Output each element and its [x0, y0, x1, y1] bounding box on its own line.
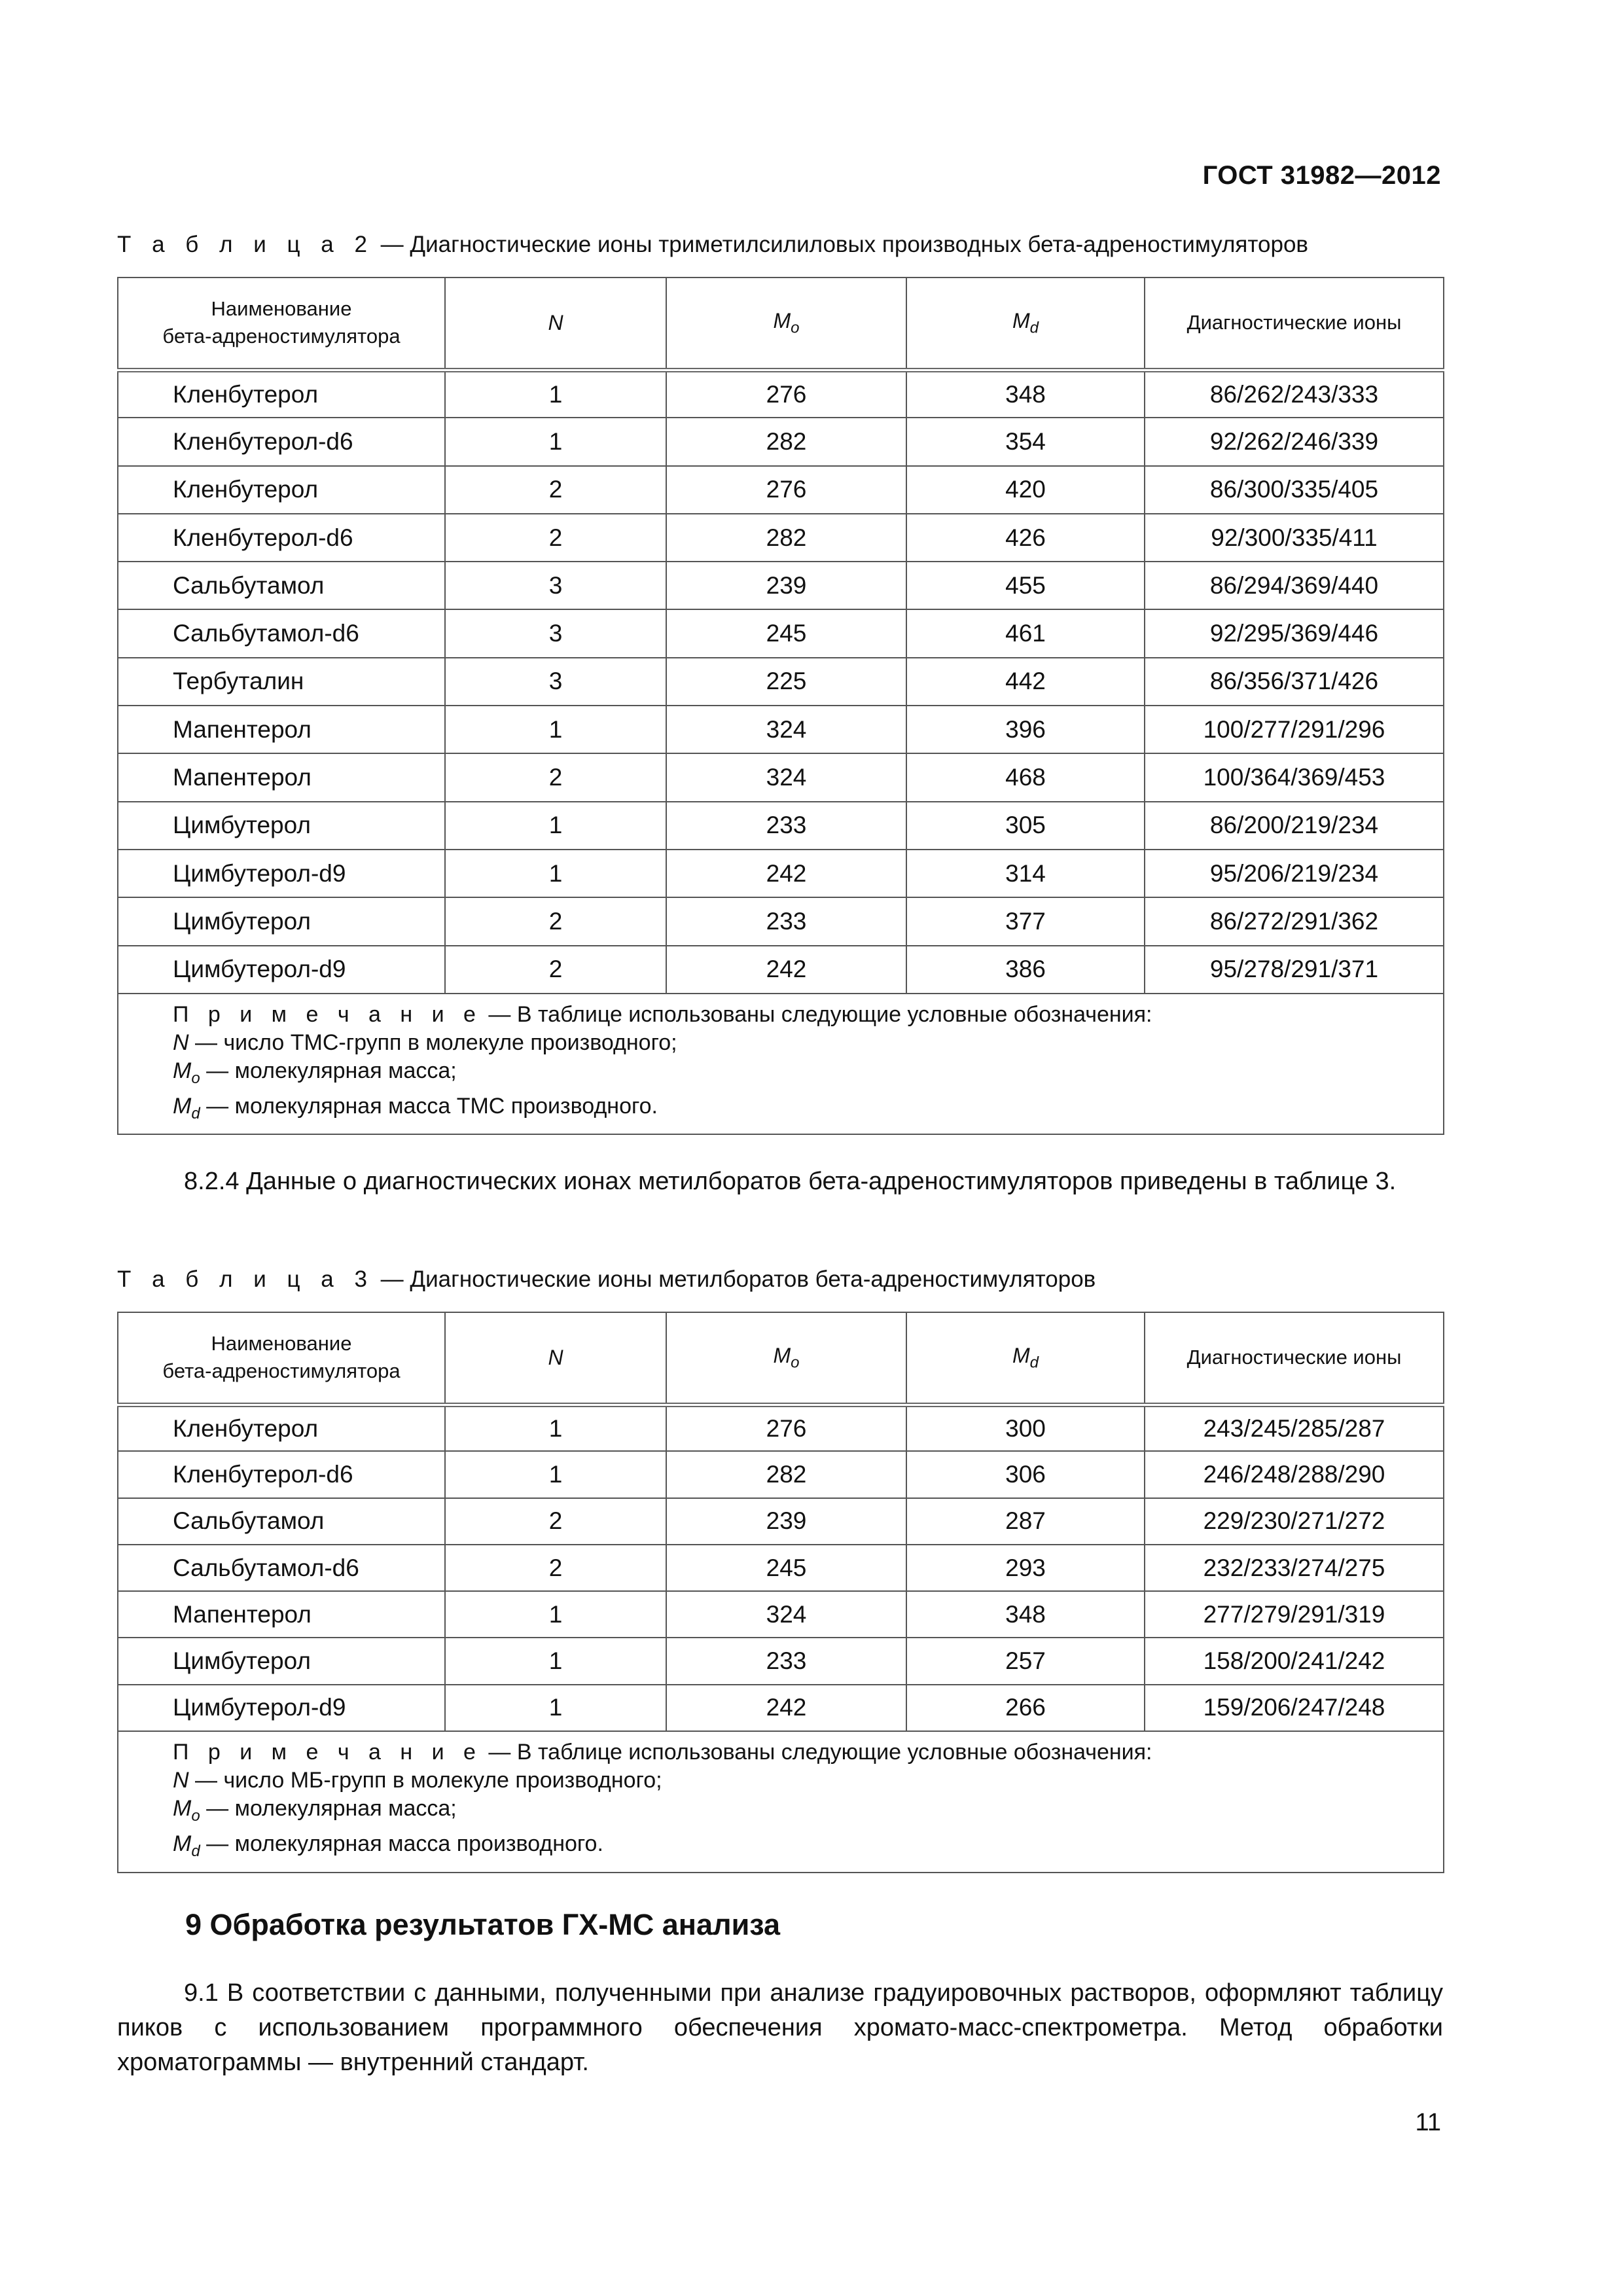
cell-mo: 245 — [666, 1545, 906, 1591]
cell-mo: 242 — [666, 946, 906, 994]
cell-n: 1 — [445, 1591, 666, 1638]
cell-n: 1 — [445, 370, 666, 418]
table-row — [118, 418, 1444, 465]
cell-n: 1 — [445, 850, 666, 897]
note-md-subscript: d — [191, 1842, 200, 1860]
table-row — [118, 802, 1444, 850]
note-mo-symbol: M — [173, 1058, 192, 1083]
column-header-n — [445, 278, 666, 370]
cell-ions: 243/245/285/287 — [1145, 1405, 1444, 1451]
column-header-mo-subscript: o — [791, 319, 800, 337]
cell-name: Цимбутерол-d9 — [118, 1685, 445, 1731]
column-header-name — [118, 1312, 445, 1405]
note-n-symbol: N — [173, 1768, 189, 1793]
table-2-caption-text: — Диагностические ионы триметилсилиловых производных бета-адреностимуляторов — [374, 232, 1309, 257]
cell-name: Сальбутамол — [118, 562, 445, 609]
section-9-title: 9 Обработка результатов ГХ-МС анализа — [185, 1908, 781, 1941]
cell-md: 354 — [906, 418, 1145, 465]
cell-md: 348 — [906, 370, 1145, 418]
cell-name: Кленбутерол — [118, 370, 445, 418]
table-row — [118, 1591, 1444, 1638]
cell-name: Кленбутерол — [118, 1405, 445, 1451]
table-2-note — [118, 994, 1444, 1135]
cell-n: 2 — [445, 1498, 666, 1545]
table-2-header-row — [118, 278, 1444, 370]
cell-ions: 229/230/271/272 — [1145, 1498, 1444, 1545]
column-header-md-subscript: d — [1029, 1354, 1039, 1372]
cell-name: Цимбутерол — [118, 802, 445, 850]
cell-ions: 159/206/247/248 — [1145, 1685, 1444, 1731]
note-md-symbol: M — [173, 1093, 192, 1119]
column-header-name-line1: Наименование — [211, 297, 352, 321]
cell-ions: 92/262/246/339 — [1145, 418, 1444, 465]
table-row — [118, 562, 1444, 609]
cell-name: Кленбутерол-d6 — [118, 514, 445, 562]
paragraph-8-2-4: 8.2.4 Данные о диагностических ионах метилборатов бета-адреностимуляторов приведены в таблице 3. — [184, 1168, 1397, 1195]
cell-mo: 324 — [666, 1591, 906, 1638]
table-3-header-row — [118, 1312, 1444, 1405]
cell-md: 305 — [906, 802, 1145, 850]
cell-mo: 324 — [666, 753, 906, 801]
column-header-ions: Диагностические ионы — [1145, 1312, 1444, 1405]
cell-name: Кленбутерол-d6 — [118, 418, 445, 465]
note-mo-subscript: o — [191, 1806, 200, 1825]
cell-mo: 324 — [666, 706, 906, 753]
cell-name: Кленбутерол — [118, 466, 445, 514]
note-md-text: — молекулярная масса ТМС производного. — [200, 1093, 658, 1119]
cell-n: 3 — [445, 658, 666, 706]
cell-n: 3 — [445, 562, 666, 609]
cell-name: Мапентерол — [118, 706, 445, 753]
column-header-n-symbol: N — [548, 1345, 563, 1369]
table-2-caption — [117, 232, 1308, 258]
cell-mo: 225 — [666, 658, 906, 706]
cell-n: 1 — [445, 418, 666, 465]
cell-md: 455 — [906, 562, 1145, 609]
cell-md: 442 — [906, 658, 1145, 706]
column-header-name-line2: бета-адреностимулятора — [162, 1359, 401, 1383]
cell-ions: 277/279/291/319 — [1145, 1591, 1444, 1638]
cell-ions: 86/272/291/362 — [1145, 897, 1444, 945]
cell-ions: 158/200/241/242 — [1145, 1638, 1444, 1684]
cell-n: 2 — [445, 946, 666, 994]
cell-md: 386 — [906, 946, 1145, 994]
cell-name: Сальбутамол — [118, 1498, 445, 1545]
cell-name: Кленбутерол-d6 — [118, 1451, 445, 1498]
note-intro: — В таблице использованы следующие условные обозначения: — [482, 1740, 1152, 1765]
table-2 — [117, 277, 1444, 1135]
note-mo-text: — молекулярная масса; — [200, 1058, 457, 1083]
column-header-md-symbol: M — [1012, 308, 1030, 332]
cell-mo: 282 — [666, 418, 906, 465]
cell-md: 377 — [906, 897, 1145, 945]
cell-n: 1 — [445, 802, 666, 850]
cell-ions: 95/278/291/371 — [1145, 946, 1444, 994]
column-header-md — [906, 278, 1145, 370]
table-3-caption-label: Т а б л и ц а 3 — [117, 1266, 374, 1292]
page-number: 11 — [1415, 2109, 1441, 2136]
cell-ions: 100/364/369/453 — [1145, 753, 1444, 801]
cell-ions: 95/206/219/234 — [1145, 850, 1444, 897]
cell-mo: 233 — [666, 897, 906, 945]
cell-name: Цимбутерол — [118, 897, 445, 945]
cell-mo: 245 — [666, 609, 906, 657]
cell-md: 426 — [906, 514, 1145, 562]
column-header-mo-symbol: M — [773, 308, 791, 332]
column-header-name-line2: бета-адреностимулятора — [162, 325, 401, 348]
table-2-note-row — [118, 994, 1444, 1135]
table-row — [118, 753, 1444, 801]
cell-name: Мапентерол — [118, 753, 445, 801]
cell-ions: 86/262/243/333 — [1145, 370, 1444, 418]
cell-ions: 86/356/371/426 — [1145, 658, 1444, 706]
cell-md: 257 — [906, 1638, 1145, 1684]
cell-md: 293 — [906, 1545, 1145, 1591]
cell-md: 287 — [906, 1498, 1145, 1545]
cell-name: Тербуталин — [118, 658, 445, 706]
note-label: П р и м е ч а н и е — [173, 1740, 482, 1765]
cell-mo: 276 — [666, 370, 906, 418]
note-n-symbol: N — [173, 1030, 189, 1055]
cell-md: 300 — [906, 1405, 1145, 1451]
cell-md: 468 — [906, 753, 1145, 801]
table-row — [118, 706, 1444, 753]
note-mo-text: — молекулярная масса; — [200, 1796, 457, 1821]
cell-n: 1 — [445, 1685, 666, 1731]
table-3-caption — [117, 1266, 1096, 1293]
cell-mo: 282 — [666, 514, 906, 562]
cell-md: 306 — [906, 1451, 1145, 1498]
cell-md: 266 — [906, 1685, 1145, 1731]
table-3 — [117, 1312, 1444, 1873]
cell-name: Цимбутерол-d9 — [118, 850, 445, 897]
note-md-subscript: d — [191, 1104, 200, 1122]
column-header-mo-symbol: M — [773, 1343, 791, 1367]
column-header-ions: Диагностические ионы — [1145, 278, 1444, 370]
table-row — [118, 946, 1444, 994]
table-3-note — [118, 1731, 1444, 1873]
cell-mo: 276 — [666, 466, 906, 514]
note-md-symbol: M — [173, 1831, 192, 1856]
column-header-n — [445, 1312, 666, 1405]
cell-n: 2 — [445, 514, 666, 562]
cell-name: Цимбутерол — [118, 1638, 445, 1684]
column-header-md-symbol: M — [1012, 1343, 1030, 1367]
note-n-text: — число ТМС-групп в молекуле производного; — [188, 1030, 677, 1055]
table-row — [118, 370, 1444, 418]
table-row — [118, 1685, 1444, 1731]
cell-ions: 92/295/369/446 — [1145, 609, 1444, 657]
cell-ions: 100/277/291/296 — [1145, 706, 1444, 753]
note-intro: — В таблице использованы следующие условные обозначения: — [482, 1001, 1152, 1027]
cell-n: 2 — [445, 1545, 666, 1591]
cell-mo: 242 — [666, 850, 906, 897]
cell-n: 2 — [445, 753, 666, 801]
table-3-note-row — [118, 1731, 1444, 1873]
cell-n: 1 — [445, 1451, 666, 1498]
table-row — [118, 1451, 1444, 1498]
cell-mo: 276 — [666, 1405, 906, 1451]
note-md-text: — молекулярная масса производного. — [200, 1831, 603, 1856]
note-n-text: — число МБ-групп в молекуле производного; — [188, 1768, 662, 1793]
cell-n: 1 — [445, 706, 666, 753]
table-row — [118, 1545, 1444, 1591]
cell-mo: 233 — [666, 1638, 906, 1684]
cell-n: 1 — [445, 1638, 666, 1684]
cell-n: 2 — [445, 897, 666, 945]
cell-mo: 239 — [666, 1498, 906, 1545]
cell-mo: 239 — [666, 562, 906, 609]
table-row — [118, 514, 1444, 562]
cell-ions: 232/233/274/275 — [1145, 1545, 1444, 1591]
note-mo-symbol: M — [173, 1796, 192, 1821]
column-header-n-symbol: N — [548, 310, 563, 334]
cell-ions: 86/200/219/234 — [1145, 802, 1444, 850]
document-id-header: ГОСТ 31982—2012 — [1202, 161, 1441, 190]
column-header-mo — [666, 1312, 906, 1405]
cell-name: Сальбутамол-d6 — [118, 1545, 445, 1591]
cell-md: 348 — [906, 1591, 1145, 1638]
cell-md: 396 — [906, 706, 1145, 753]
cell-mo: 233 — [666, 802, 906, 850]
cell-md: 420 — [906, 466, 1145, 514]
table-row — [118, 1405, 1444, 1451]
note-mo-subscript: o — [191, 1069, 200, 1087]
table-row — [118, 1638, 1444, 1684]
cell-name: Цимбутерол-d9 — [118, 946, 445, 994]
table-row — [118, 466, 1444, 514]
cell-n: 3 — [445, 609, 666, 657]
cell-n: 2 — [445, 466, 666, 514]
column-header-mo-subscript: o — [791, 1354, 800, 1372]
column-header-md-subscript: d — [1029, 319, 1039, 337]
cell-md: 314 — [906, 850, 1145, 897]
table-3-caption-text: — Диагностические ионы метилборатов бета-адреностимуляторов — [374, 1266, 1096, 1292]
cell-mo: 282 — [666, 1451, 906, 1498]
column-header-name-line1: Наименование — [211, 1332, 352, 1355]
cell-md: 461 — [906, 609, 1145, 657]
cell-n: 1 — [445, 1405, 666, 1451]
column-header-md — [906, 1312, 1145, 1405]
cell-ions: 86/300/335/405 — [1145, 466, 1444, 514]
table-row — [118, 658, 1444, 706]
column-header-mo — [666, 278, 906, 370]
table-row — [118, 609, 1444, 657]
table-row — [118, 897, 1444, 945]
cell-name: Мапентерол — [118, 1591, 445, 1638]
table-row — [118, 1498, 1444, 1545]
column-header-name — [118, 278, 445, 370]
cell-mo: 242 — [666, 1685, 906, 1731]
table-2-caption-label: Т а б л и ц а 2 — [117, 232, 374, 257]
paragraph-9-1: 9.1 В соответствии с данными, полученными при анализе градуировочных растворов, оформляют таблицу пиков с использованием программного обеспечения хромато-масс-спектрометра. Метод обработки хроматограммы — внутренний стандарт. — [117, 1979, 1443, 2076]
cell-ions: 86/294/369/440 — [1145, 562, 1444, 609]
cell-ions: 246/248/288/290 — [1145, 1451, 1444, 1498]
cell-name: Сальбутамол-d6 — [118, 609, 445, 657]
cell-ions: 92/300/335/411 — [1145, 514, 1444, 562]
table-row — [118, 850, 1444, 897]
note-label: П р и м е ч а н и е — [173, 1001, 482, 1027]
